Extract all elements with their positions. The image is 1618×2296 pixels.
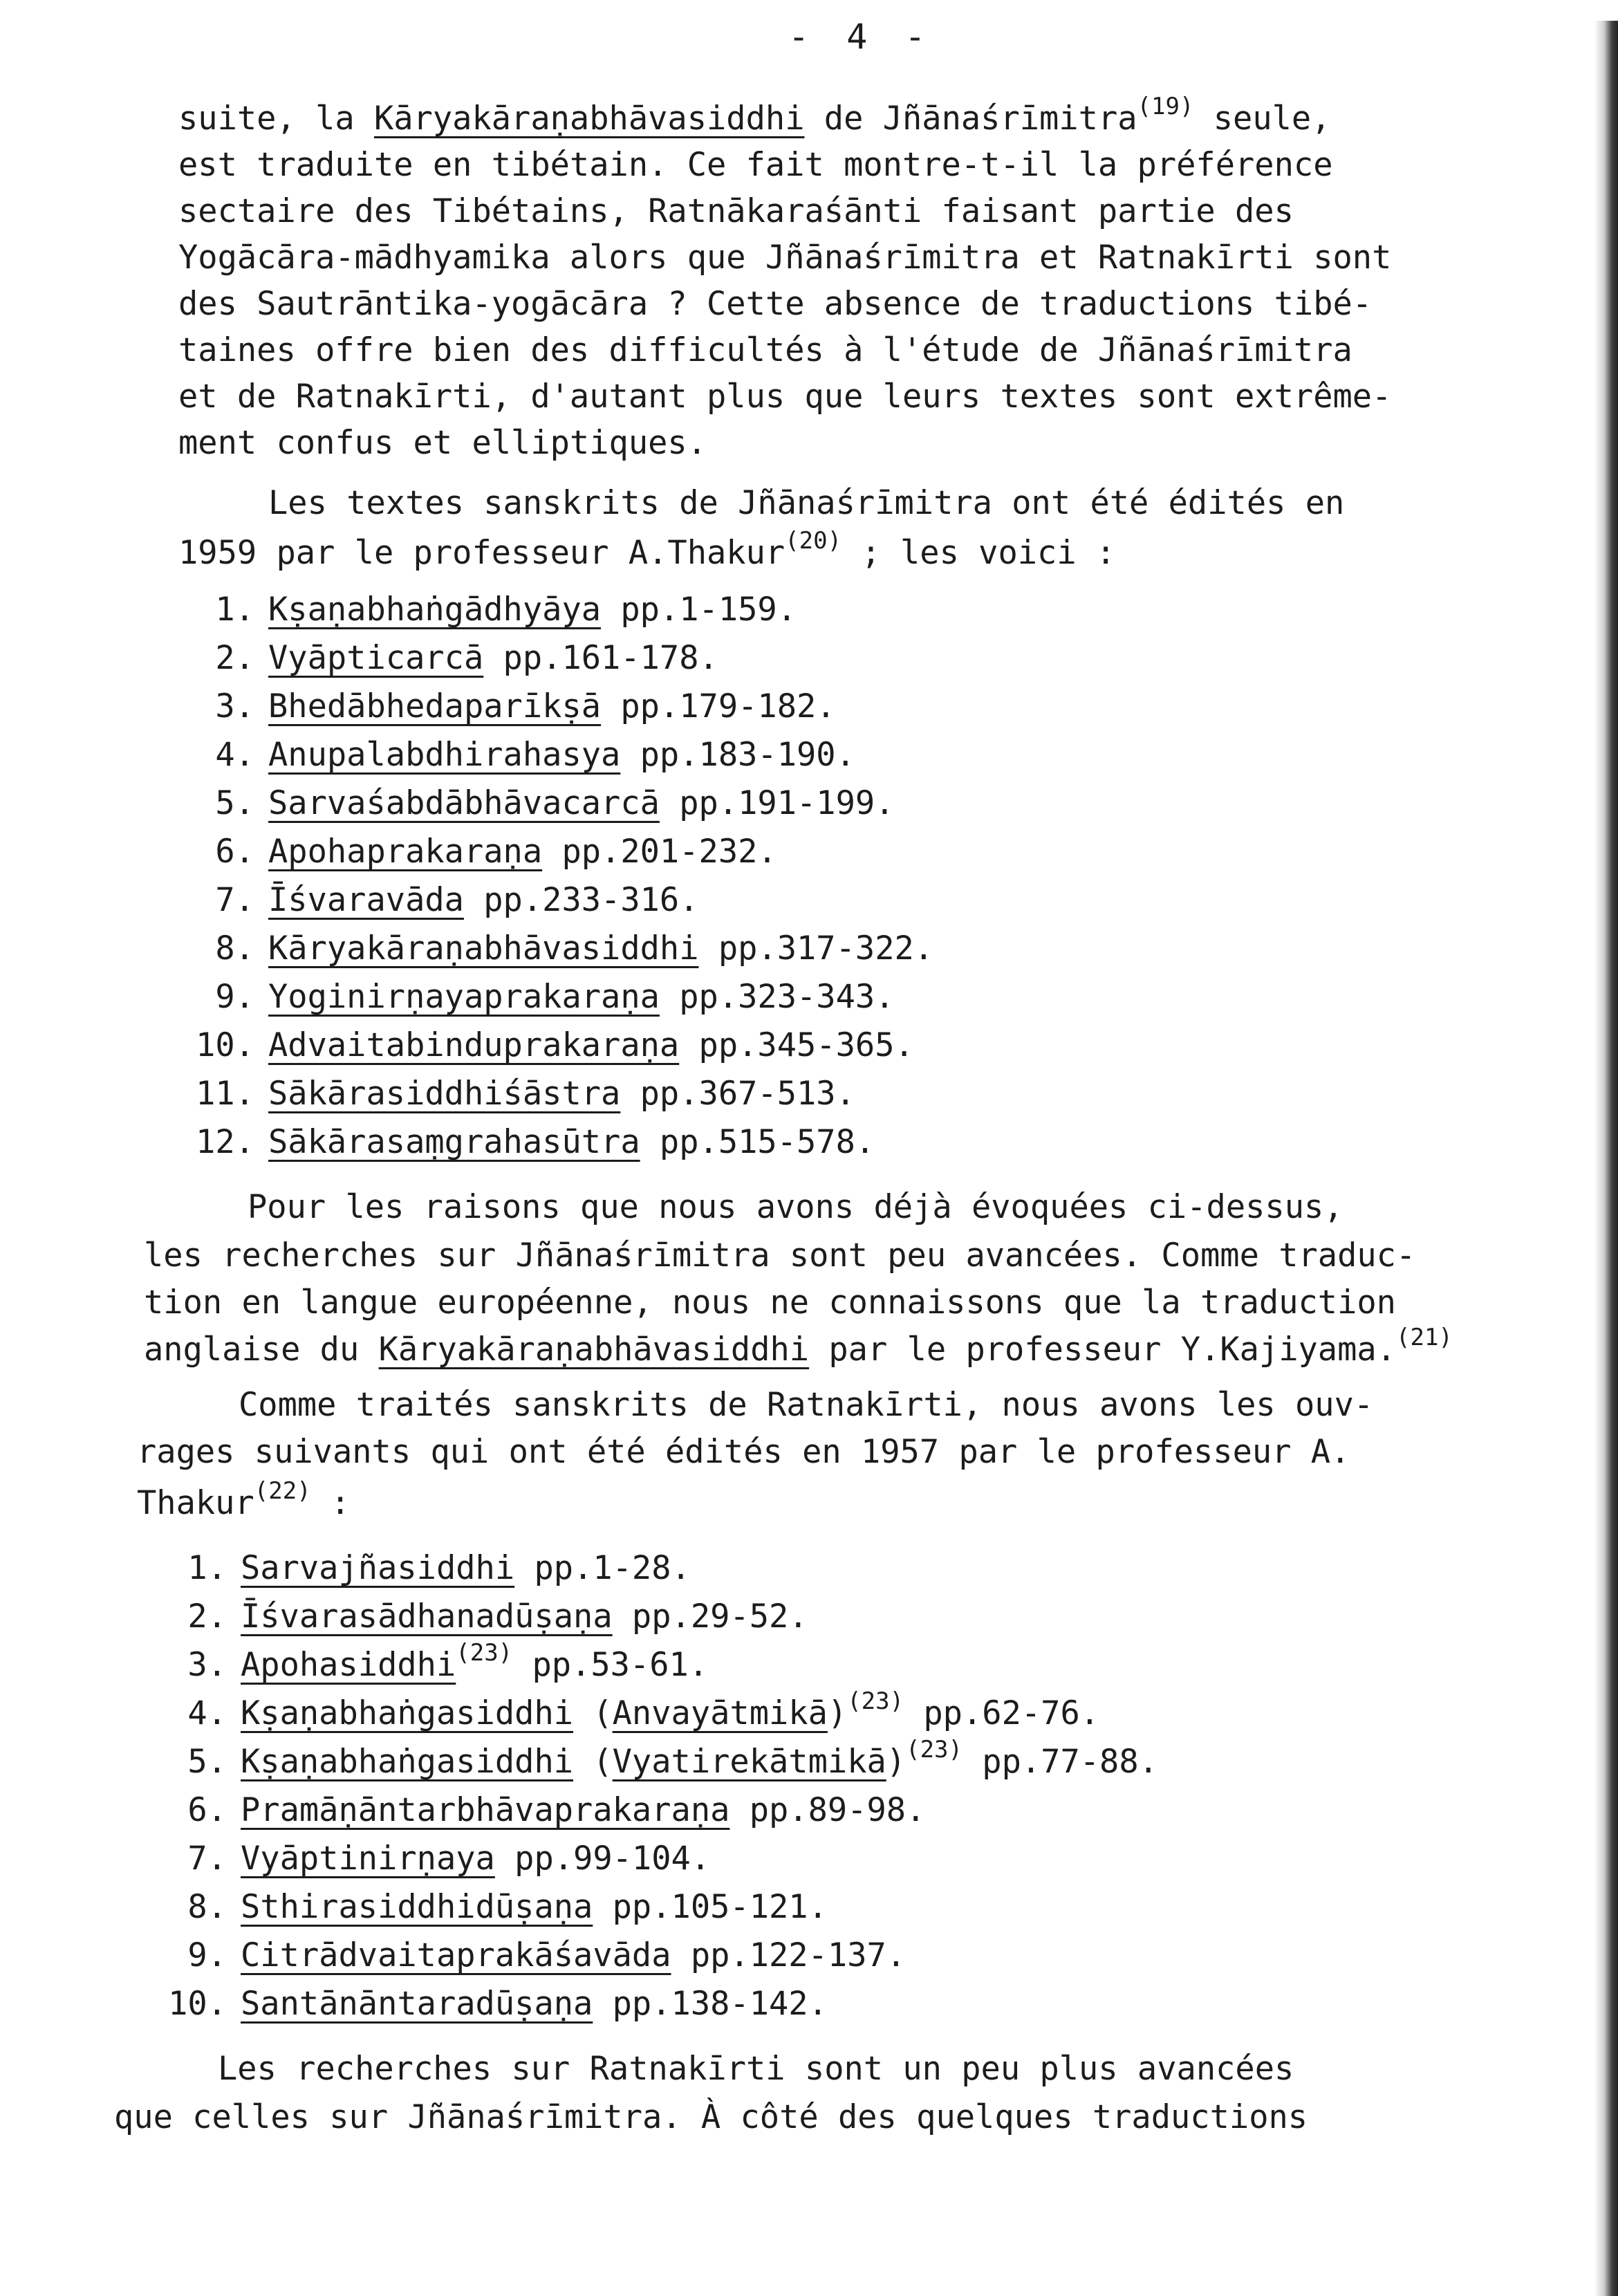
list-item: 3. Apohasiddhi$^{(23)}$ pp.53-61.	[187, 1639, 709, 1684]
list-item: 2. Īśvarasādhanadūṣaṇa pp.29-52.	[187, 1598, 808, 1636]
list-item: 7. Īśvaravāda pp.233-316.	[215, 881, 699, 919]
work-title: Kāryakāraṇabhāvasiddhi	[373, 100, 805, 138]
work-title: Īśvaravāda	[268, 881, 464, 919]
work-title: Vyāptinirṇaya	[241, 1840, 495, 1878]
work-title: Kāryakāraṇabhāvasiddhi	[378, 1331, 810, 1369]
footnote-ref: (19)	[1137, 93, 1194, 120]
footnote-ref: (20)	[785, 527, 842, 555]
text-line: taines offre bien des difficultés à l'étude de Jñānaśrīmitra	[178, 331, 1352, 369]
text-line: est traduite en tibétain. Ce fait montre-t-il la préférence	[178, 146, 1333, 184]
footnote-ref: (23)	[847, 1687, 904, 1715]
work-title: Yoginirṇayaprakaraṇa	[268, 978, 660, 1016]
text-line: Yogācāra-mādhyamika alors que Jñānaśrīmitra et Ratnakīrti sont	[178, 239, 1392, 277]
text-line: anglaise du Kāryakāraṇabhāvasiddhi par le professeur Y.Kajiyama.$^{(21)}$	[144, 1324, 1453, 1369]
list-item: 1. Sarvajñasiddhi pp.1-28.	[187, 1549, 691, 1587]
work-title: Vyāpticarcā	[268, 639, 484, 677]
list-item: 8. Kāryakāraṇabhāvasiddhi pp.317-322.	[215, 929, 934, 968]
page-number: - 4 -	[788, 17, 934, 57]
list-item: 1. Kṣaṇabhaṅgādhyāya pp.1-159.	[215, 591, 797, 629]
text-line: sectaire des Tibétains, Ratnākaraśānti faisant partie des	[178, 192, 1294, 230]
text-line: des Sautrāntika-yogācāra ? Cette absence de traductions tibé-	[178, 285, 1373, 323]
work-subtitle: Vyatirekātmikā	[612, 1743, 886, 1781]
list-item: 4. Kṣaṇabhaṅgasiddhi (Anvayātmikā)$^{(23)}$ pp.62-76.	[187, 1687, 1100, 1732]
work-subtitle: Anvayātmikā	[612, 1694, 828, 1732]
text-line: Thakur$^{(22)}$ :	[137, 1477, 351, 1522]
list-item: 11. Sākārasiddhiśāstra pp.367-513.	[196, 1075, 855, 1113]
text-line: Les recherches sur Ratnakīrti sont un peu plus avancées	[218, 2050, 1294, 2088]
scan-edge-shadow	[1594, 21, 1618, 2296]
work-title: Sākārasiddhiśāstra	[268, 1075, 621, 1113]
text-line: Les textes sanskrits de Jñānaśrīmitra ont été édités en	[268, 484, 1345, 522]
work-title: Kāryakāraṇabhāvasiddhi	[268, 929, 699, 968]
work-title: Īśvarasādhanadūṣaṇa	[241, 1598, 613, 1636]
text-line: tion en langue européenne, nous ne connaissons que la traduction	[144, 1284, 1396, 1322]
work-title: Santānāntaradūṣaṇa	[241, 1985, 593, 2023]
work-title: Apohaprakaraṇa	[268, 833, 543, 871]
text-line: que celles sur Jñānaśrīmitra. À côté des quelques traductions	[114, 2098, 1308, 2136]
work-title: Sarvajñasiddhi	[241, 1549, 515, 1587]
list-item: 5. Sarvaśabdābhāvacarcā pp.191-199.	[215, 784, 895, 822]
work-title: Apohasiddhi	[241, 1646, 456, 1684]
list-item: 6. Pramāṇāntarbhāvaprakaraṇa pp.89-98.	[187, 1791, 926, 1829]
list-item: 9. Yoginirṇayaprakaraṇa pp.323-343.	[215, 978, 895, 1016]
list-item: 10. Advaitabinduprakaraṇa pp.345-365.	[196, 1026, 914, 1064]
work-title: Kṣaṇabhaṅgasiddhi	[241, 1743, 574, 1781]
list-item: 6. Apohaprakaraṇa pp.201-232.	[215, 833, 777, 871]
text-line: suite, la Kāryakāraṇabhāvasiddhi de Jñānaśrīmitra$^{(19)}$ seule,	[178, 93, 1331, 138]
text-line: Comme traités sanskrits de Ratnakīrti, nous avons les ouv-	[239, 1386, 1374, 1424]
footnote-ref: (22)	[254, 1477, 311, 1505]
text-line: Pour les raisons que nous avons déjà évoquées ci-dessus,	[248, 1188, 1343, 1226]
text-line: ment confus et elliptiques.	[178, 424, 707, 462]
work-title: Anupalabdhirahasya	[268, 736, 621, 774]
list-item: 3. Bhedābhedaparīkṣā pp.179-182.	[215, 687, 836, 725]
work-title: Advaitabinduprakaraṇa	[268, 1026, 680, 1064]
list-item: 4. Anupalabdhirahasya pp.183-190.	[215, 736, 855, 774]
work-title: Sarvaśabdābhāvacarcā	[268, 784, 660, 822]
work-title: Sākārasaṃgrahasūtra	[268, 1123, 640, 1161]
list-item: 7. Vyāptinirṇaya pp.99-104.	[187, 1840, 711, 1878]
footnote-ref: (23)	[456, 1639, 513, 1667]
footnote-ref: (21)	[1396, 1324, 1453, 1351]
list-item: 10. Santānāntaradūṣaṇa pp.138-142.	[168, 1985, 828, 2023]
list-item: 9. Citrādvaitaprakāśavāda pp.122-137.	[187, 1936, 906, 1974]
work-title: Kṣaṇabhaṅgasiddhi	[241, 1694, 574, 1732]
work-title: Sthirasiddhidūṣaṇa	[241, 1888, 593, 1926]
text-line: les recherches sur Jñānaśrīmitra sont peu avancées. Comme traduc-	[144, 1237, 1416, 1275]
text-line: et de Ratnakīrti, d'autant plus que leurs textes sont extrême-	[178, 378, 1392, 416]
work-title: Bhedābhedaparīkṣā	[268, 687, 602, 725]
list-item: 8. Sthirasiddhidūṣaṇa pp.105-121.	[187, 1888, 828, 1926]
list-item: 12. Sākārasaṃgrahasūtra pp.515-578.	[196, 1123, 875, 1161]
text-line: rages suivants qui ont été édités en 1957 par le professeur A.	[137, 1433, 1350, 1471]
footnote-ref: (23)	[906, 1736, 963, 1763]
list-item: 2. Vyāpticarcā pp.161-178.	[215, 639, 718, 677]
work-title: Kṣaṇabhaṅgādhyāya	[268, 591, 602, 629]
work-title: Citrādvaitaprakāśavāda	[241, 1936, 671, 1974]
text-line: 1959 par le professeur A.Thakur$^{(20)}$ ; les voici :	[178, 527, 1116, 572]
work-title: Pramāṇāntarbhāvaprakaraṇa	[241, 1791, 730, 1829]
list-item: 5. Kṣaṇabhaṅgasiddhi (Vyatirekātmikā)$^{(23)}$ pp.77-88.	[187, 1736, 1158, 1781]
